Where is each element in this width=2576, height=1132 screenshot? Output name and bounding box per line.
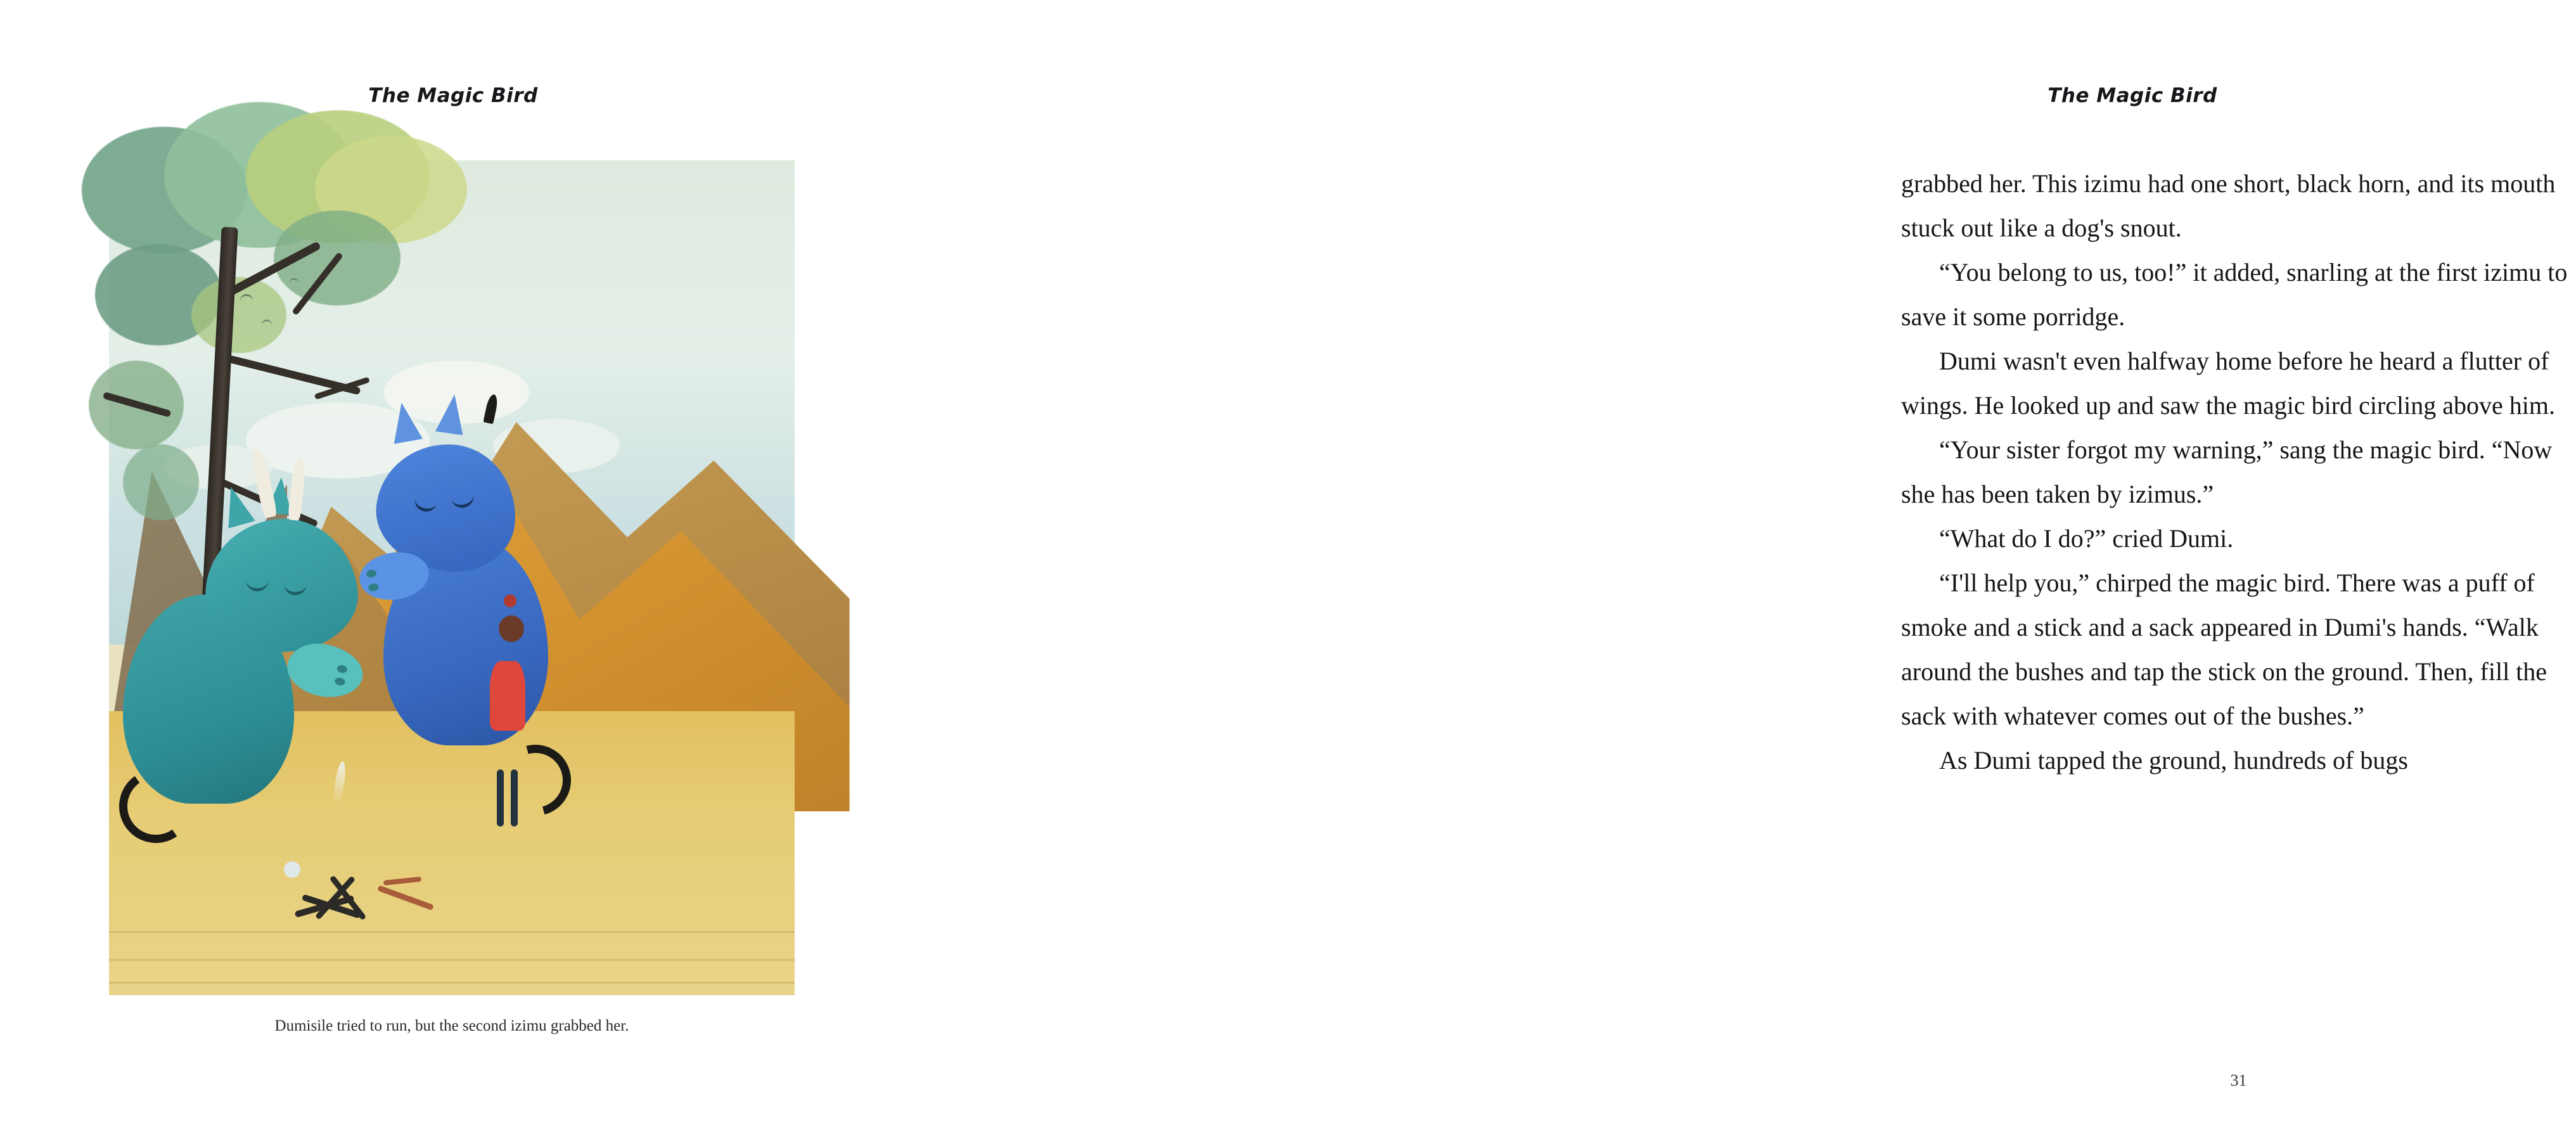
paragraph: As Dumi tapped the ground, hundreds of bugs [1939, 746, 2408, 775]
illustration-scene [109, 160, 795, 995]
porridge-ball [284, 861, 300, 878]
nostril [368, 583, 379, 592]
girl-head [499, 615, 524, 642]
ground-line [109, 982, 795, 984]
left-page [0, 0, 887, 1132]
paragraph: “You belong to us, too!” it added, snarling at the first izimu to save it some porridge. [1901, 258, 2568, 331]
paragraph: Dumi wasn't even halfway home before he heard a flutter of wings. He looked up and saw the magic bird circling above him. [1901, 347, 2555, 420]
running-head-right: The Magic Bird [2047, 84, 2217, 107]
running-head-left: The Magic Bird [368, 84, 538, 107]
body-text-column [1901, 162, 2576, 783]
girl-dress [490, 661, 525, 731]
paragraph: “I'll help you,” chirped the magic bird. There was a puff of smoke and a stick and a sack appeared in Dumi's hands. “Walk around the bushes and tap the stick on the ground. Then, fill the sack with whatever comes out of the bushes.” [1901, 569, 2547, 730]
nostril [335, 677, 346, 686]
tree-foliage [123, 444, 199, 520]
ground-line [109, 931, 795, 933]
right-page [887, 0, 2568, 1132]
girl-leg [497, 769, 504, 826]
girl-hair [504, 595, 516, 607]
illustration-caption: Dumisile tried to run, but the second izimu grabbed her. [274, 1017, 629, 1034]
girl-leg [511, 769, 518, 826]
paragraph: “Your sister forgot my warning,” sang the magic bird. “Now she has been taken by izimus.” [1901, 435, 2553, 508]
nostril [336, 664, 348, 674]
paragraph: grabbed her. This izimu had one short, black horn, and its mouth stuck out like a dog's snout. [1901, 169, 2556, 242]
ground-line [109, 959, 795, 961]
nostril [366, 569, 377, 578]
page-number: 31 [2230, 1071, 2247, 1090]
illustration [109, 160, 795, 995]
paragraph: “What do I do?” cried Dumi. [1939, 524, 2234, 553]
